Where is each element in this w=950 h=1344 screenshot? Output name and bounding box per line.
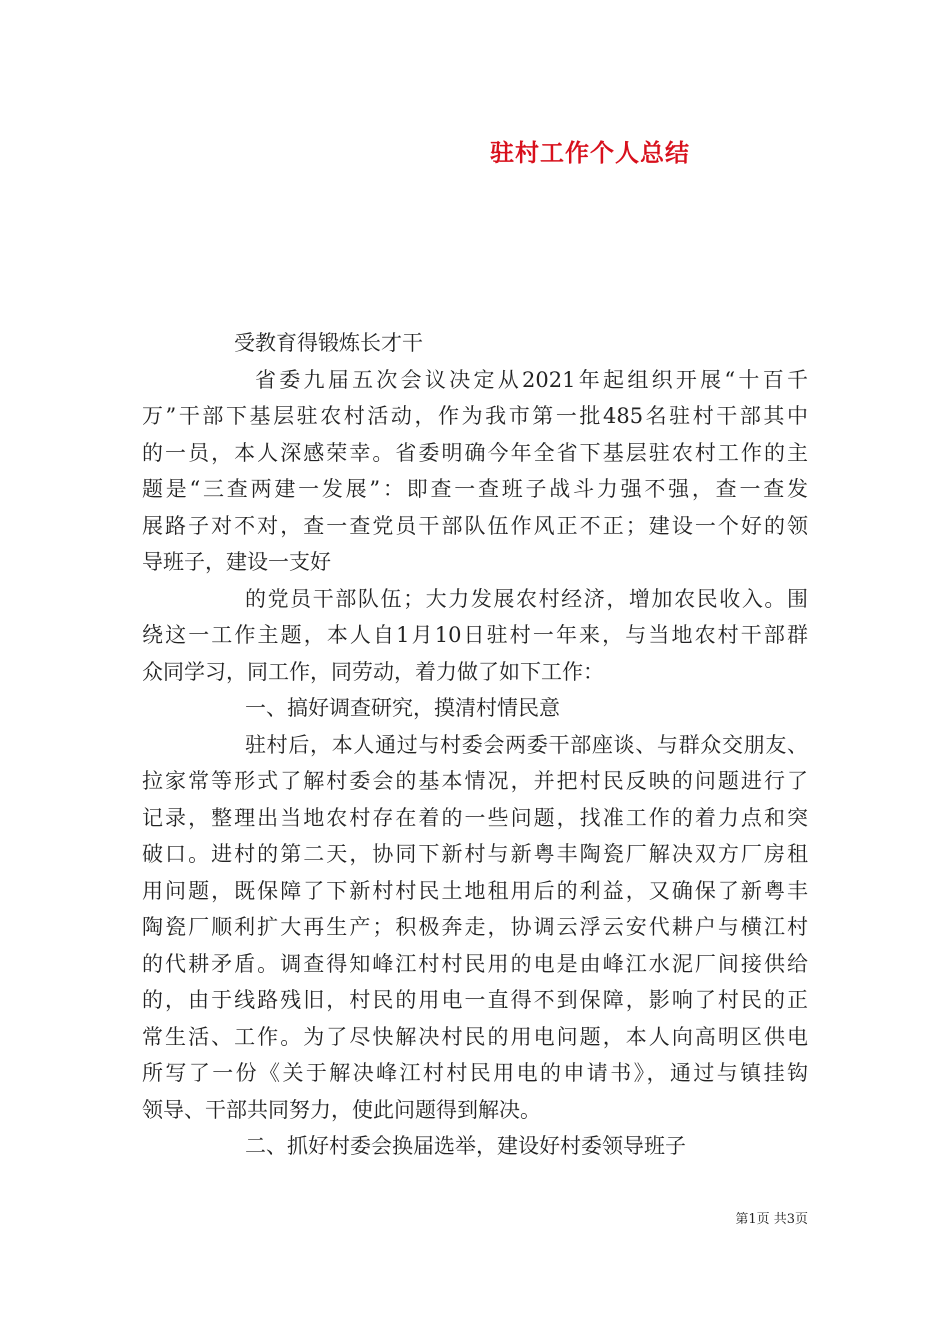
text-line: 的一员，本人深感荣幸。省委明确今年全省下基层驻农村工作的主 bbox=[142, 440, 808, 465]
document-body bbox=[142, 325, 808, 1165]
text-line: 绕这一工作主题，本人自1月10日驻村一年来，与当地农村干部群 bbox=[142, 623, 808, 647]
text-line: 驻村后，本人通过与村委会两委干部座谈、与群众交朋友、 bbox=[245, 732, 808, 757]
text-line: 导班子，建设一支好 bbox=[142, 550, 331, 574]
text-line: 万”干部下基层驻农村活动，作为我市第一批485名驻村干部其中 bbox=[142, 404, 808, 428]
text-line: 拉家常等形式了解村委会的基本情况，并把村民反映的问题进行了 bbox=[142, 769, 808, 793]
text-line: 记录，整理出当地农村存在着的一些问题，找准工作的着力点和突 bbox=[142, 805, 808, 830]
text-line: 众同学习，同工作，同劳动，着力做了如下工作： bbox=[142, 659, 604, 684]
text-line: 领导、干部共同努力，使此问题得到解决。 bbox=[142, 1097, 541, 1122]
text-line: 题是“三查两建一发展”：即查一查班子战斗力强不强，查一查发 bbox=[142, 477, 808, 501]
section-heading: 二、抓好村委会换届选举，建设好村委领导班子 bbox=[245, 1134, 686, 1158]
text-line: 的代耕矛盾。调查得知峰江村村民用的电是由峰江水泥厂间接供给 bbox=[142, 951, 808, 976]
text-line: 陶瓷厂顺利扩大再生产；积极奔走，协调云浮云安代耕户与横江村 bbox=[142, 915, 808, 939]
page-indicator: 第1页 共3页 bbox=[735, 1212, 808, 1227]
text-line: 常生活、工作。为了尽快解决村民的用电问题，本人向高明区供电 bbox=[142, 1024, 808, 1049]
text-line: 的，由于线路残旧，村民的用电一直得不到保障，影响了村民的正 bbox=[142, 988, 808, 1012]
text-line: 省委九届五次会议决定从2021年起组织开展“十百千 bbox=[255, 367, 808, 392]
text-line: 所写了一份《关于解决峰江村村民用电的申请书》，通过与镇挂钩 bbox=[142, 1061, 808, 1085]
text-line: 用问题，既保障了下新村村民土地租用后的利益，又确保了新粤丰 bbox=[142, 878, 808, 903]
text-line: 展路子对不对，查一查党员干部队伍作风正不正；建设一个好的领 bbox=[142, 513, 808, 538]
section-heading: 一、搞好调查研究，摸清村情民意 bbox=[245, 696, 560, 720]
text-line: 受教育得锻炼长才干 bbox=[234, 331, 423, 355]
document-title: 驻村工作个人总结 bbox=[490, 139, 690, 167]
text-line: 的党员干部队伍；大力发展农村经济，增加农民收入。围 bbox=[245, 586, 808, 611]
text-line: 破口。进村的第二天，协同下新村与新粤丰陶瓷厂解决双方厂房租 bbox=[142, 842, 808, 866]
